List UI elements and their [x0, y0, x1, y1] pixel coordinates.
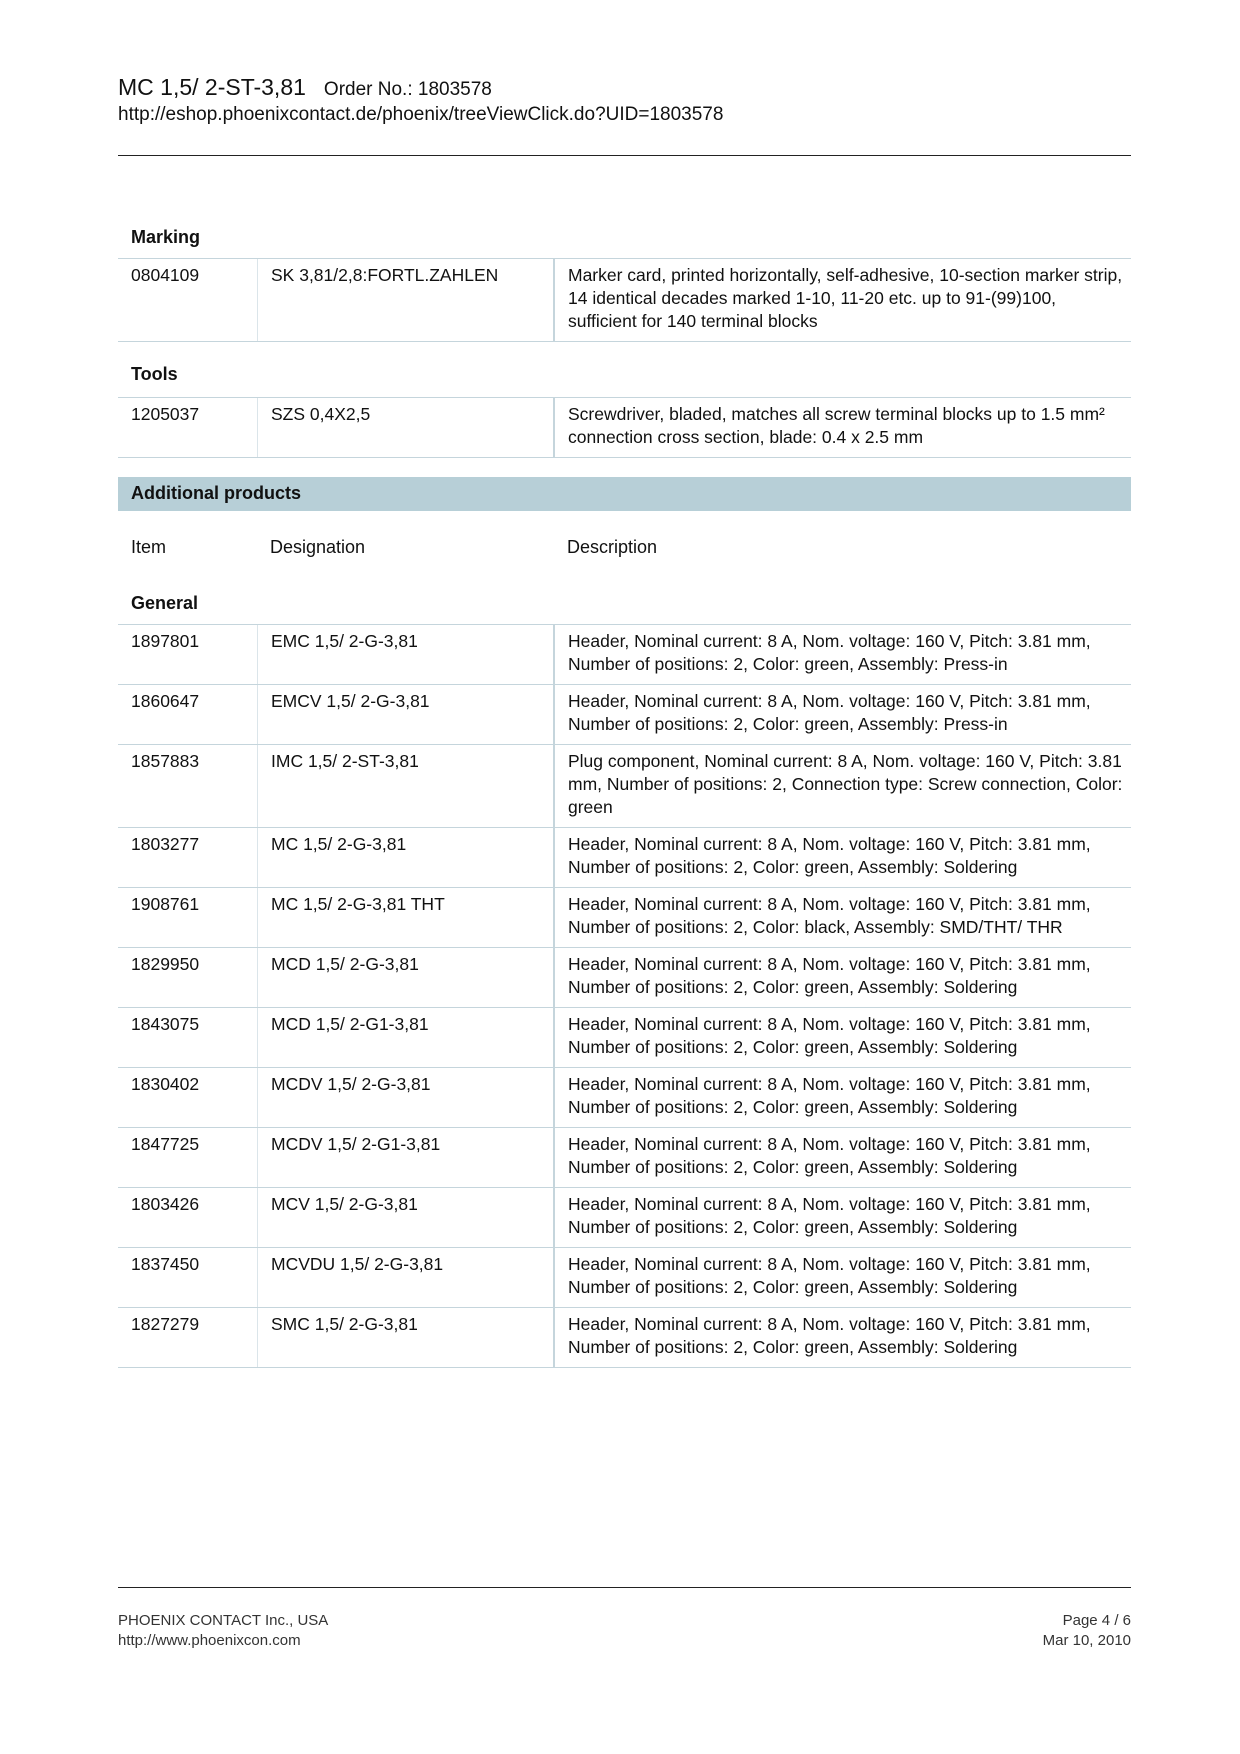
table-row	[118, 625, 1131, 685]
footer-page-number: Page 4 / 6	[1062, 1612, 1131, 1629]
footer-website[interactable]: http://www.phoenixcon.com	[118, 1632, 301, 1649]
designation-cell: SMC 1,5/ 2-G-3,81	[258, 1308, 555, 1368]
table-row	[118, 1308, 1131, 1368]
designation-cell: MCDV 1,5/ 2-G-3,81	[258, 1068, 555, 1128]
footer-date: Mar 10, 2010	[1042, 1632, 1131, 1649]
table-row	[118, 745, 1131, 828]
item-number-cell[interactable]: 1803426	[118, 1188, 258, 1248]
item-number-cell[interactable]: 1837450	[118, 1248, 258, 1308]
table-row	[118, 948, 1131, 1008]
designation-cell: MCV 1,5/ 2-G-3,81	[258, 1188, 555, 1248]
designation-cell: SK 3,81/2,8:FORTL.ZAHLEN	[258, 259, 555, 342]
footer-divider	[118, 1587, 1131, 1588]
column-header-designation: Designation	[270, 537, 366, 557]
description-cell: Header, Nominal current: 8 A, Nom. voltage: 160 V, Pitch: 3.81 mm, Number of positions: 2, Color: green, Assembly: Soldering	[554, 1128, 1131, 1188]
designation-cell: MC 1,5/ 2-G-3,81 THT	[258, 888, 555, 948]
table-row	[118, 398, 1131, 458]
product-url[interactable]: http://eshop.phoenixcontact.de/phoenix/treeViewClick.do?UID=1803578	[118, 104, 724, 125]
item-number-cell[interactable]: 1897801	[118, 625, 258, 685]
description-cell: Plug component, Nominal current: 8 A, Nom. voltage: 160 V, Pitch: 3.81 mm, Number of positions: 2, Connection type: Screw connection, Color: green	[554, 745, 1131, 828]
item-number-cell[interactable]: 1843075	[118, 1008, 258, 1068]
item-number-cell[interactable]: 1829950	[118, 948, 258, 1008]
description-cell: Header, Nominal current: 8 A, Nom. voltage: 160 V, Pitch: 3.81 mm, Number of positions: 2, Color: green, Assembly: Soldering	[554, 1068, 1131, 1128]
designation-cell: IMC 1,5/ 2-ST-3,81	[258, 745, 555, 828]
description-cell: Header, Nominal current: 8 A, Nom. voltage: 160 V, Pitch: 3.81 mm, Number of positions: 2, Color: green, Assembly: Soldering	[554, 948, 1131, 1008]
description-cell: Header, Nominal current: 8 A, Nom. voltage: 160 V, Pitch: 3.81 mm, Number of positions: 2, Color: green, Assembly: Soldering	[554, 1008, 1131, 1068]
marking-table	[118, 258, 1131, 342]
tools-table	[118, 397, 1131, 458]
designation-cell: EMC 1,5/ 2-G-3,81	[258, 625, 555, 685]
designation-cell: SZS 0,4X2,5	[258, 398, 555, 458]
table-row	[118, 1188, 1131, 1248]
description-cell: Header, Nominal current: 8 A, Nom. voltage: 160 V, Pitch: 3.81 mm, Number of positions: 2, Color: green, Assembly: Soldering	[554, 1308, 1131, 1368]
table-row	[118, 888, 1131, 948]
column-header-item: Item	[131, 537, 167, 557]
description-cell: Header, Nominal current: 8 A, Nom. voltage: 160 V, Pitch: 3.81 mm, Number of positions: 2, Color: green, Assembly: Soldering	[554, 1188, 1131, 1248]
table-row	[118, 1008, 1131, 1068]
item-number-cell[interactable]: 1860647	[118, 685, 258, 745]
description-cell: Header, Nominal current: 8 A, Nom. voltage: 160 V, Pitch: 3.81 mm, Number of positions: 2, Color: green, Assembly: Press-in	[554, 685, 1131, 745]
product-name: MC 1,5/ 2-ST-3,81	[118, 74, 306, 100]
item-number-cell[interactable]: 1205037	[118, 398, 258, 458]
header-divider	[118, 155, 1131, 156]
item-number-cell[interactable]: 1857883	[118, 745, 258, 828]
description-cell: Marker card, printed horizontally, self-adhesive, 10-section marker strip, 14 identical decades marked 1-10, 11-20 etc. up to 91-(99)100, sufficient for 140 terminal blocks	[554, 259, 1131, 342]
table-row	[118, 259, 1131, 342]
table-row	[118, 828, 1131, 888]
designation-cell: MC 1,5/ 2-G-3,81	[258, 828, 555, 888]
designation-cell: MCDV 1,5/ 2-G1-3,81	[258, 1128, 555, 1188]
section-tools-label: Tools	[131, 364, 178, 384]
item-number-cell[interactable]: 1803277	[118, 828, 258, 888]
description-cell: Header, Nominal current: 8 A, Nom. voltage: 160 V, Pitch: 3.81 mm, Number of positions: 2, Color: green, Assembly: Soldering	[554, 828, 1131, 888]
description-cell: Header, Nominal current: 8 A, Nom. voltage: 160 V, Pitch: 3.81 mm, Number of positions: 2, Color: green, Assembly: Press-in	[554, 625, 1131, 685]
table-row	[118, 1248, 1131, 1308]
item-number-cell[interactable]: 1847725	[118, 1128, 258, 1188]
designation-cell: MCVDU 1,5/ 2-G-3,81	[258, 1248, 555, 1308]
item-number-cell[interactable]: 1908761	[118, 888, 258, 948]
designation-cell: EMCV 1,5/ 2-G-3,81	[258, 685, 555, 745]
table-row	[118, 1068, 1131, 1128]
column-header-description: Description	[567, 537, 658, 557]
designation-cell: MCD 1,5/ 2-G1-3,81	[258, 1008, 555, 1068]
item-number-cell[interactable]: 1827279	[118, 1308, 258, 1368]
item-number-cell[interactable]: 0804109	[118, 259, 258, 342]
section-general-label: General	[131, 593, 199, 613]
designation-cell: MCD 1,5/ 2-G-3,81	[258, 948, 555, 1008]
table-row	[118, 685, 1131, 745]
section-marking-label: Marking	[131, 227, 201, 247]
item-number-cell[interactable]: 1830402	[118, 1068, 258, 1128]
additional-products-table	[118, 624, 1131, 1368]
description-cell: Header, Nominal current: 8 A, Nom. voltage: 160 V, Pitch: 3.81 mm, Number of positions: 2, Color: black, Assembly: SMD/THT/ THR	[554, 888, 1131, 948]
additional-products-title: Additional products	[131, 483, 301, 503]
order-number: Order No.: 1803578	[323, 79, 492, 100]
description-cell: Screwdriver, bladed, matches all screw terminal blocks up to 1.5 mm² connection cross section, blade: 0.4 x 2.5 mm	[554, 398, 1131, 458]
additional-products-header	[118, 477, 1131, 511]
table-row	[118, 1128, 1131, 1188]
footer-company: PHOENIX CONTACT Inc., USA	[118, 1612, 329, 1629]
document-title	[118, 74, 492, 101]
description-cell: Header, Nominal current: 8 A, Nom. voltage: 160 V, Pitch: 3.81 mm, Number of positions: 2, Color: green, Assembly: Soldering	[554, 1248, 1131, 1308]
